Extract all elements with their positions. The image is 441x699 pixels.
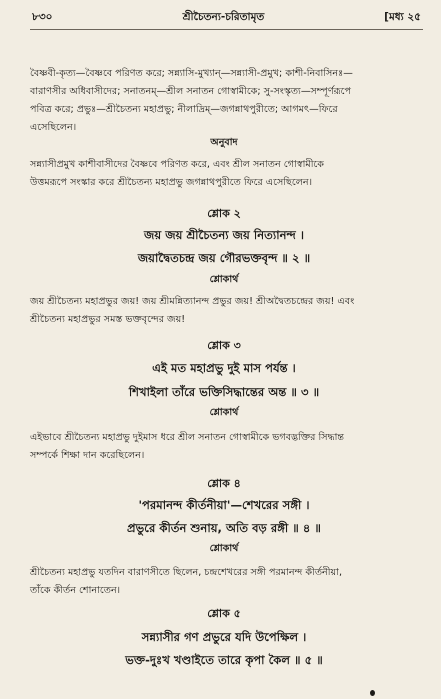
gloss-line: এসেছিলেন। (30, 122, 77, 133)
shloka-4-line-2: প্রভুরে কীর্তন শুনায়, অতি বড় রঙ্গী ॥ ৪ ॥ (127, 521, 321, 535)
meaning-line: সম্পর্কে শিক্ষা দান করেছিলেন। (30, 450, 145, 461)
translation-heading: অনুবাদ (210, 137, 238, 148)
gloss-line: পবিত্র করে; প্রভুঃ—শ্রীচৈতন্য মহাপ্রভু; নীলাদ্রিম্—জগন্নাথপুরীতে; আগমৎ—ফিরে (30, 104, 338, 115)
shloka-4-line-1: 'পরমানন্দ কীর্তনীয়া'—শেখরের সঙ্গী । (138, 498, 310, 512)
meaning-line: এইভাবে শ্রীচৈতন্য মহাপ্রভু দুইমাস ধরে শ্রীল সনাতন গোস্বামীকে ভগবদ্ভক্তির সিদ্ধান্ত (30, 432, 345, 443)
shloka-5-line-1: সন্ন্যাসীর গণ প্রভুরে যদি উপেক্ষিল । (141, 630, 307, 644)
page-number: ৮৩০ (32, 11, 53, 23)
shloka-2-meaning (30, 293, 418, 329)
gloss-line: বারাণসীর অধিবাসীদের; সনাতনম্—শ্রীল সনাতন গোস্বামীকে; সু-সংস্কৃত্য—সম্পূর্ণরূপে (30, 86, 352, 97)
translation-1 (30, 156, 418, 192)
shloka-3-line-2: শিখাইলা তাঁরে ভক্তিসিদ্ধান্তের অন্ত ॥ ৩ ॥ (128, 385, 320, 399)
shloka-3-meaning-heading: শ্লোকার্থ (209, 407, 239, 418)
meaning-line: তাঁকে কীর্তন শোনাতেন। (30, 585, 121, 596)
gloss-line: বৈষ্ণবী-কৃত্য—বৈষ্ণবে পরিণত করে; সন্ন্যাসি-মুখ্যান্—সন্ন্যাসী-প্রমুখ; কাশী-নিবাসিনঃ— (30, 68, 353, 79)
header-rule (30, 29, 423, 30)
shloka-2-line-2: জয়াদ্বৈতচন্দ্র জয় গৌরভক্তবৃন্দ ॥ ২ ॥ (137, 251, 311, 265)
shloka-2-line-1: জয় জয় শ্রীচৈতন্য জয় নিত্যানন্দ । (144, 228, 304, 242)
shloka-2-meaning-heading: শ্লোকার্থ (209, 274, 239, 285)
meaning-line: শ্রীচৈতন্য মহাপ্রভু যতদিন বারাণসীতে ছিলেন, চন্দ্রশেখরের সঙ্গী পরমানন্দ কীর্তনীয়া, (30, 567, 342, 578)
meaning-line: জয় শ্রীচৈতন্য মহাপ্রভুর জয়! জয় শ্রীমন্নিত্যানন্দ প্রভুর জয়! শ্রীঅদ্বৈতচন্দ্রের জয়! এবং (30, 296, 355, 307)
shloka-5-heading: শ্লোক ৫ (207, 607, 241, 620)
shloka-4-heading: শ্লোক ৪ (207, 477, 241, 490)
page-header (22, 10, 425, 26)
shloka-3-meaning (30, 429, 418, 465)
shloka-5-line-2: ভক্ত-দুঃখ খণ্ডাইতে তারে কৃপা কৈল ॥ ৫ ॥ (125, 653, 323, 667)
section-label: [মধ্য ২৫ (384, 11, 421, 23)
word-gloss-1 (30, 65, 418, 137)
ink-mark (370, 690, 375, 696)
meaning-line: শ্রীচৈতন্য মহাপ্রভুর সমস্ত ভক্তবৃন্দের জয়! (30, 314, 186, 325)
shloka-3-line-1: এই মত মহাপ্রভু দুই মাস পর্যন্ত । (152, 361, 296, 375)
translation-line: উত্তমরূপে সংস্কার করে শ্রীচৈতন্য মহাপ্রভু জগন্নাথপুরীতে ফিরে এসেছিলেন। (30, 177, 313, 188)
shloka-4-meaning (30, 564, 418, 600)
shloka-2-heading: শ্লোক ২ (207, 207, 241, 220)
shloka-4-meaning-heading: শ্লোকার্থ (209, 543, 239, 554)
shloka-3-heading: শ্লোক ৩ (207, 339, 241, 352)
book-title: শ্রীচৈতন্য-চরিতামৃত (182, 11, 265, 23)
translation-line: সন্ন্যাসীপ্রমুখ কাশীবাসীদের বৈষ্ণবে পরিণত করে, এবং শ্রীল সনাতন গোস্বামীকে (30, 159, 325, 170)
